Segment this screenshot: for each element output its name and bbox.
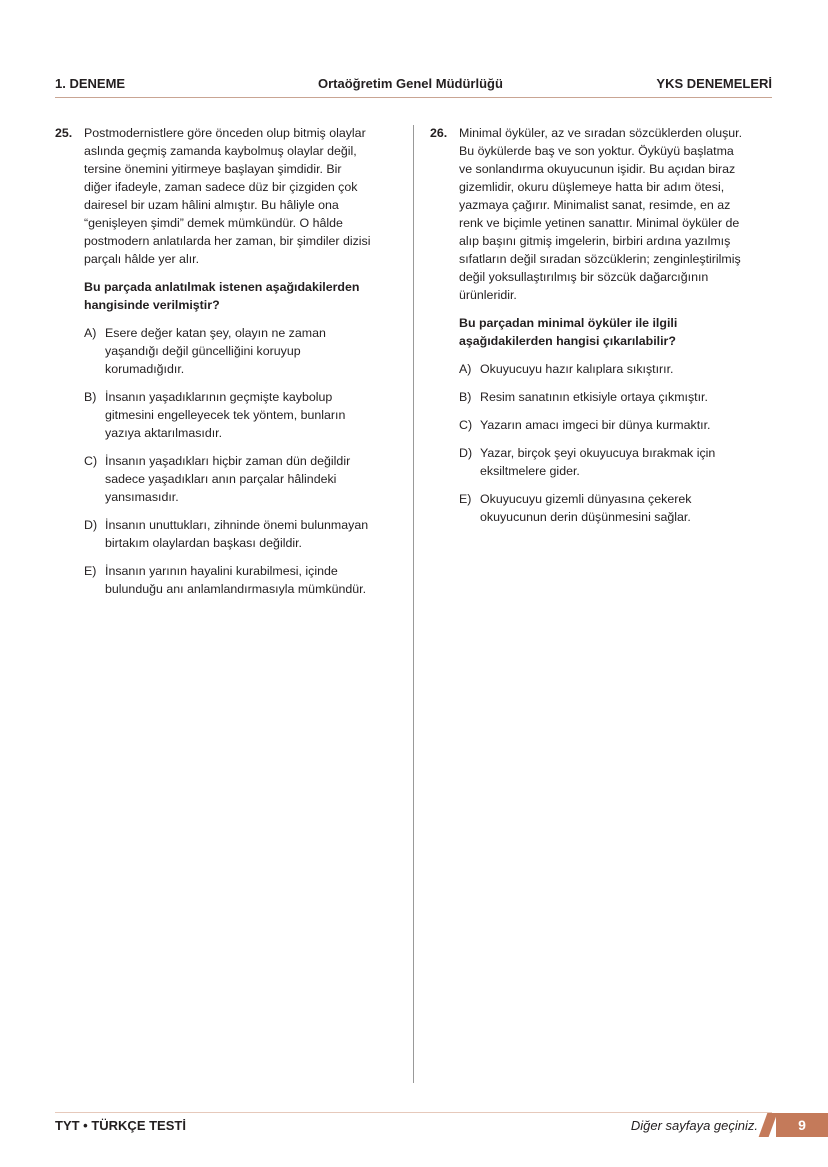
option-text: İnsanın yaşadıkları hiçbir zaman dün değildir sadece yaşadıkları anın parçalar hâlindeki yansımasıdır. xyxy=(105,454,351,504)
footer-divider xyxy=(55,1112,772,1113)
option-d[interactable] xyxy=(459,444,775,480)
question-25 xyxy=(55,124,400,598)
page-number: 9 xyxy=(776,1113,828,1137)
question-number: 25. xyxy=(55,126,73,140)
option-text: İnsanın yarının hayalini kurabilmesi, içinde bulunduğu anı anlamlandırmasıyla mümkündür. xyxy=(105,564,367,596)
option-letter: C) xyxy=(459,418,473,432)
publisher-label: Ortaöğretim Genel Müdürlüğü xyxy=(318,76,503,91)
option-letter: E) xyxy=(84,564,97,578)
option-b[interactable] xyxy=(84,388,400,442)
header-divider xyxy=(55,97,772,98)
option-e[interactable] xyxy=(84,562,400,598)
next-page-note: Diğer sayfaya geçiniz. xyxy=(630,1118,758,1133)
column-divider xyxy=(413,125,414,1083)
option-a[interactable] xyxy=(84,324,400,378)
test-label: 1. DENEME xyxy=(55,76,126,91)
option-text: İnsanın unuttukları, zihninde önemi bulunmayan birtakım olaylardan başkası değildir. xyxy=(105,518,369,550)
question-26 xyxy=(430,124,775,526)
question-number: 26. xyxy=(430,126,448,140)
option-text: Yazar, birçok şeyi okuyucuya bırakmak için eksiltmelere gider. xyxy=(480,446,716,478)
option-text: Okuyucuyu gizemli dünyasına çekerek okuyucunun derin düşünmesini sağlar. xyxy=(480,492,692,524)
option-b[interactable] xyxy=(459,388,775,406)
option-text: Esere değer katan şey, olayın ne zaman yaşandığı değil güncelliğini koruyup korumadığıdır. xyxy=(105,326,326,376)
option-e[interactable] xyxy=(459,490,775,526)
option-text: İnsanın yaşadıklarının geçmişte kaybolup gitmesini engelleyecek tek yöntem, bunların yazıya aktarılmasıdır. xyxy=(105,390,346,440)
decorative-slash xyxy=(759,1113,778,1137)
option-d[interactable] xyxy=(84,516,400,552)
footer-test-name: TYT • TÜRKÇE TESTİ xyxy=(55,1118,186,1133)
option-letter: A) xyxy=(459,362,472,376)
option-text: Resim sanatının etkisiyle ortaya çıkmıştır. xyxy=(480,390,708,404)
question-passage: Postmodernistlere göre önceden olup bitmiş olaylar aslında geçmiş zamanda kaybolmuş olaylar değil, tersine önemini yitirmeye başlayan şimdidir. Bir diğer ifadeyle, zaman sadece düz bir çizgiden çok dairesel bir uzam hâlini almıştır. Bu hâliyle ona “genişleyen şimdi” demek mümkündür. O hâlde postmodern anlatılarda her zaman, bir şimdiler dizisi parçalı hâlde yer alır. xyxy=(84,126,371,266)
option-text: Yazarın amacı imgeci bir dünya kurmaktır. xyxy=(480,418,711,432)
option-letter: A) xyxy=(84,326,97,340)
option-letter: D) xyxy=(84,518,98,532)
option-a[interactable] xyxy=(459,360,775,378)
option-text: Okuyucuyu hazır kalıplara sıkıştırır. xyxy=(480,362,674,376)
series-label: YKS DENEMELERİ xyxy=(656,76,772,91)
question-passage: Minimal öyküler, az ve sıradan sözcüklerden oluşur. Bu öykülerde baş ve son yoktur. Öyküyü başlatma ve sonlandırma okuyucunun işidir. Bu açıdan biraz gizemlidir, okuru düşlemeye hatta bir adım ötesi, yazmaya çağırır. Minimalist sanat, resimde, en az renk ve biçimle yetinen sanattır. Minimal öyküler de alıp başını gitmiş imgelerin, birbiri ardına yazılmış sıfatların değil sıradan sözcüklerin; zenginleştirilmiş değil yoksullaştırılmış bir sözcük dağarcığının ürünleridir. xyxy=(459,126,743,302)
question-stem: Bu parçadan minimal öyküler ile ilgili aşağıdakilerden hangisi çıkarılabilir? xyxy=(459,316,678,348)
option-letter: E) xyxy=(459,492,472,506)
option-c[interactable] xyxy=(84,452,400,506)
option-letter: D) xyxy=(459,446,473,460)
option-c[interactable] xyxy=(459,416,775,434)
question-stem: Bu parçada anlatılmak istenen aşağıdakilerden hangisinde verilmiştir? xyxy=(84,280,360,312)
option-letter: B) xyxy=(459,390,472,404)
option-letter: C) xyxy=(84,454,98,468)
option-letter: B) xyxy=(84,390,97,404)
